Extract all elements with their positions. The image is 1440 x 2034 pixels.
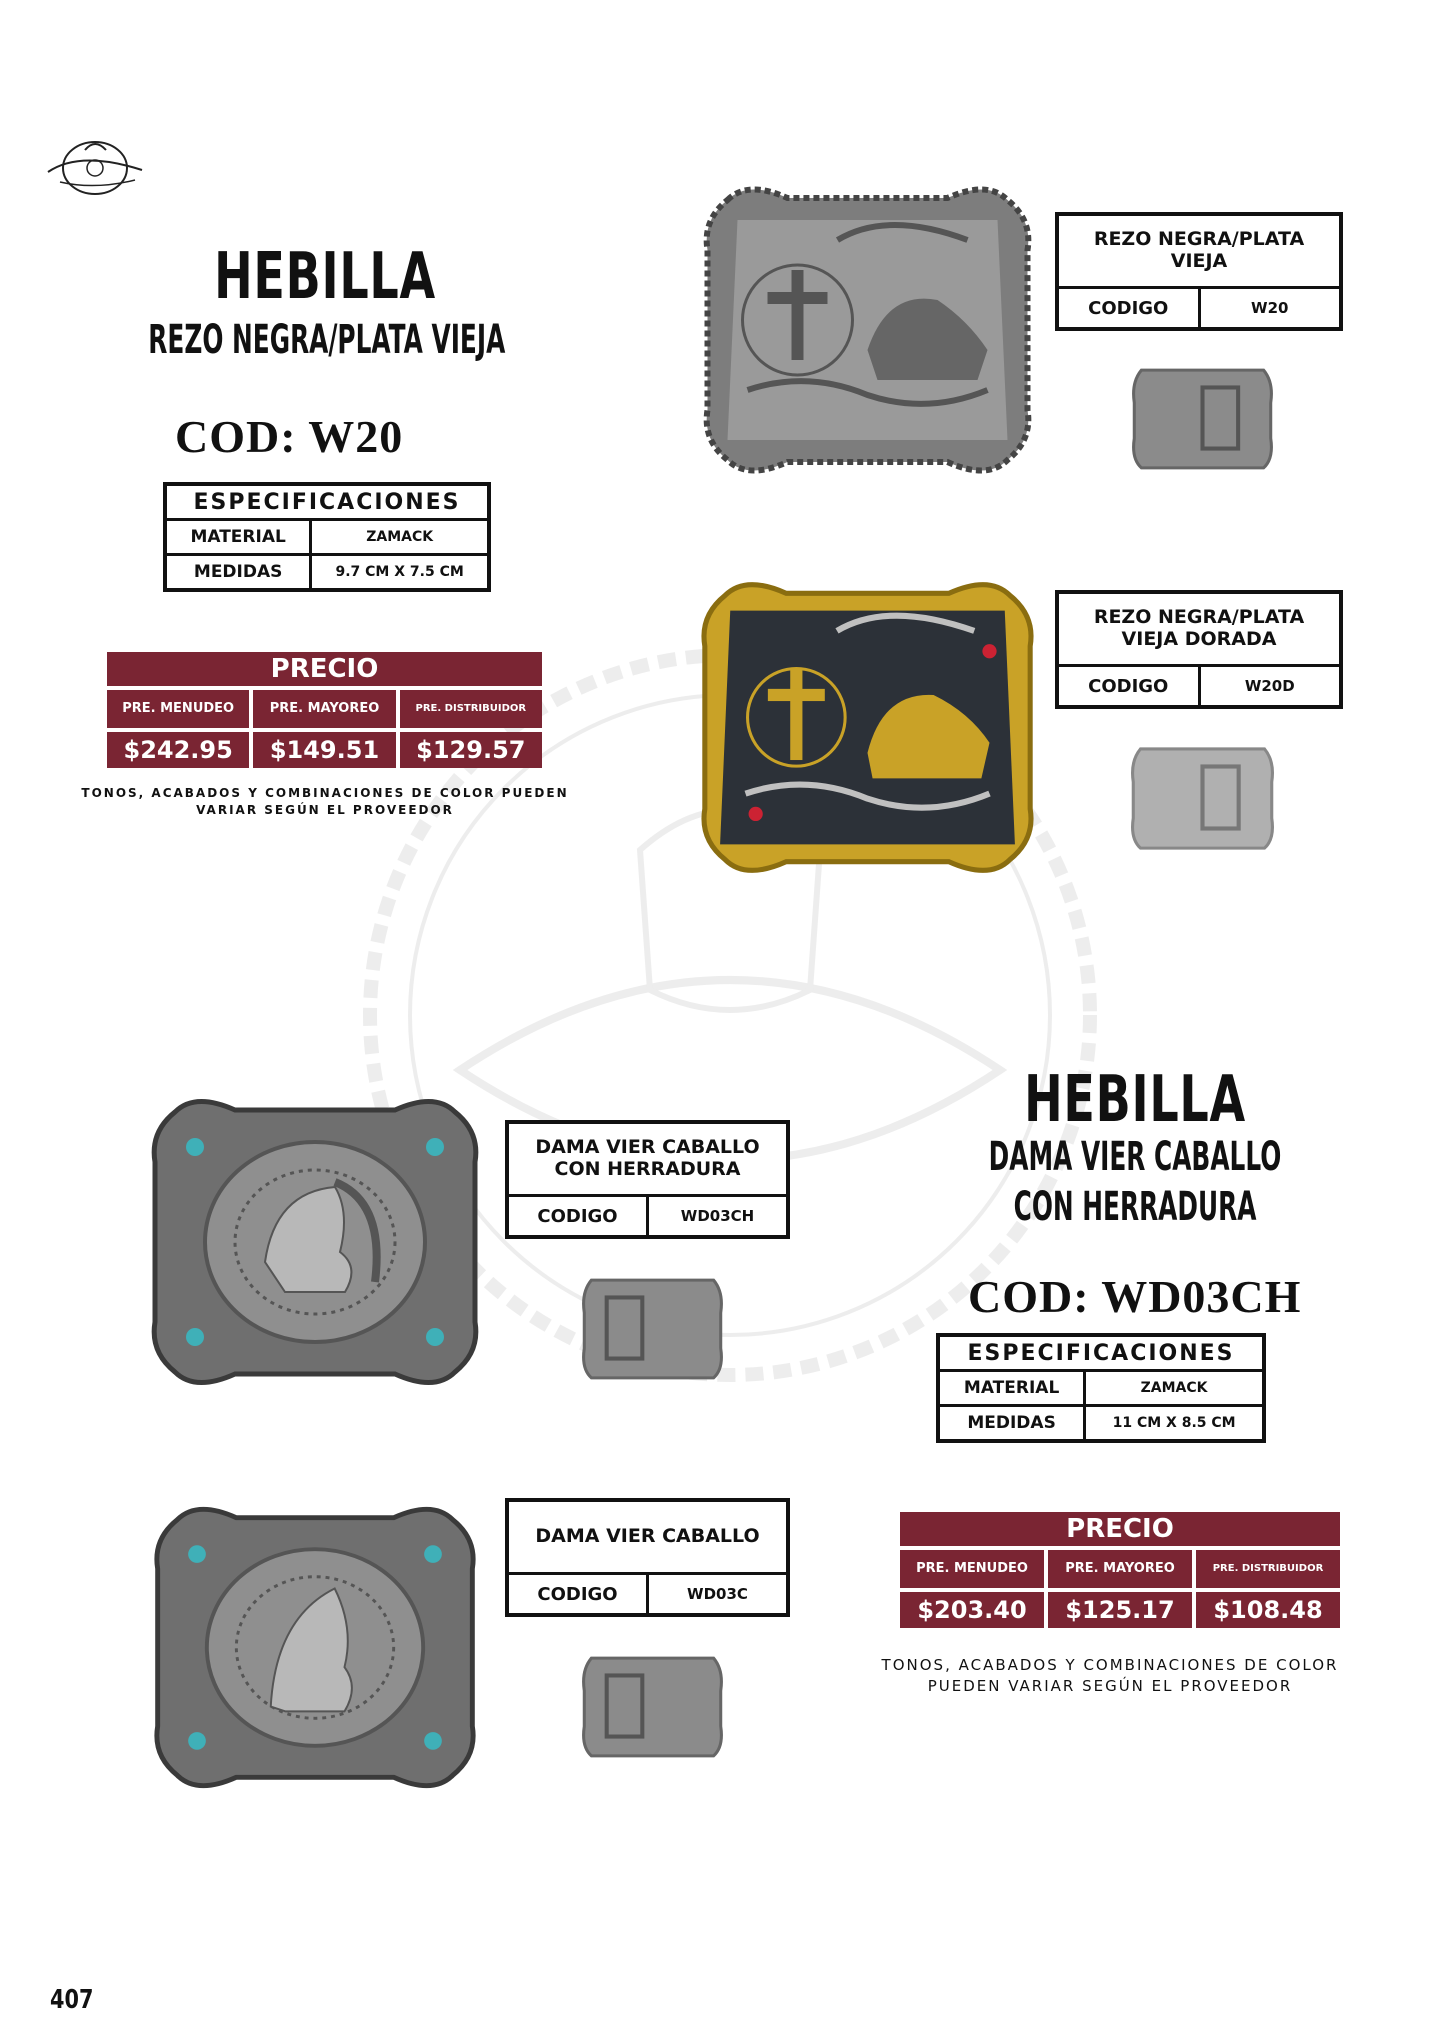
buckle-wd03c-back-image [575, 1650, 730, 1762]
variant-code-label: CODIGO [507, 1574, 648, 1616]
variant-code-label: CODIGO [1057, 666, 1199, 708]
product2-code: COD: WD03CH [968, 1271, 1302, 1322]
variant-code-value: WD03C [648, 1574, 789, 1616]
price-value-distribuidor: $129.57 [400, 732, 542, 768]
product1-code: COD: W20 [175, 411, 404, 462]
buckle-wd03c-image [130, 1500, 500, 1795]
variant-wd03c-label [505, 1498, 790, 1617]
price-label-distribuidor: PRE. DISTRIBUIDOR [1196, 1550, 1340, 1588]
price-value-mayoreo: $125.17 [1048, 1592, 1192, 1628]
buckle-w20-back-image [1125, 362, 1280, 474]
product2-price-box [900, 1512, 1340, 1632]
spec-material-label: MATERIAL [938, 1371, 1085, 1406]
buckle-w20-image [680, 180, 1055, 480]
price-label-menudeo: PRE. MENUDEO [900, 1550, 1044, 1588]
price-label-distribuidor: PRE. DISTRIBUIDOR [400, 690, 542, 728]
product1-price-box [107, 652, 542, 772]
spec-material-label: MATERIAL [165, 520, 311, 555]
spec-medidas-label: MEDIDAS [165, 555, 311, 591]
product2-spec-table [936, 1333, 1266, 1443]
variant-wd03ch-label [505, 1120, 790, 1239]
buckle-wd03ch-image [130, 1092, 500, 1392]
buckle-w20d-back-image [1125, 740, 1280, 855]
price-value-menudeo: $203.40 [900, 1592, 1044, 1628]
spec-material-value: ZAMACK [1085, 1371, 1264, 1406]
spec-material-value: ZAMACK [311, 520, 489, 555]
variant-code-label: CODIGO [1057, 288, 1199, 330]
price-label-mayoreo: PRE. MAYOREO [1048, 1550, 1192, 1588]
spec-header: ESPECIFICACIONES [165, 484, 489, 520]
price-value-mayoreo: $149.51 [253, 732, 395, 768]
product2-title: HEBILLA [1024, 1063, 1246, 1137]
variant-w20-label [1055, 212, 1343, 331]
price-header: PRECIO [107, 652, 542, 686]
product1-title: HEBILLA [214, 240, 436, 314]
variant-w20d-label [1055, 590, 1343, 709]
variant-code-value: WD03CH [648, 1196, 789, 1238]
variant-code-value: W20D [1199, 666, 1341, 708]
page-number: 407 [50, 1985, 94, 2015]
variant-name: DAMA VIER CABALLO CON HERRADURA [507, 1122, 788, 1196]
variant-code-value: W20 [1199, 288, 1341, 330]
spec-medidas-value: 11 CM X 8.5 CM [1085, 1406, 1264, 1442]
product1-disclaimer: TONOS, ACABADOS Y COMBINACIONES DE COLOR PUEDEN VARIAR SEGÚN EL PROVEEDOR [81, 786, 569, 817]
variant-name: DAMA VIER CABALLO [507, 1500, 788, 1574]
product2-subtitle-line1: DAMA VIER CABALLO [988, 1134, 1282, 1180]
spec-header: ESPECIFICACIONES [938, 1335, 1264, 1371]
buckle-w20d-image [680, 575, 1055, 880]
price-header: PRECIO [900, 1512, 1340, 1546]
product1-subtitle: REZO NEGRA/PLATA VIEJA [148, 317, 506, 363]
product2-disclaimer: TONOS, ACABADOS Y COMBINACIONES DE COLOR PUEDEN VARIAR SEGÚN EL PROVEEDOR [881, 1656, 1339, 1695]
price-label-mayoreo: PRE. MAYOREO [253, 690, 395, 728]
spec-medidas-value: 9.7 CM X 7.5 CM [311, 555, 489, 591]
variant-name: REZO NEGRA/PLATA VIEJA [1057, 214, 1341, 288]
price-value-menudeo: $242.95 [107, 732, 249, 768]
brand-logo-icon [40, 120, 150, 210]
buckle-wd03ch-back-image [575, 1272, 730, 1384]
variant-name: REZO NEGRA/PLATA VIEJA DORADA [1057, 592, 1341, 666]
product1-spec-table [163, 482, 491, 592]
price-label-menudeo: PRE. MENUDEO [107, 690, 249, 728]
spec-medidas-label: MEDIDAS [938, 1406, 1085, 1442]
price-value-distribuidor: $108.48 [1196, 1592, 1340, 1628]
variant-code-label: CODIGO [507, 1196, 648, 1238]
product2-subtitle-line2: CON HERRADURA [1013, 1184, 1257, 1230]
